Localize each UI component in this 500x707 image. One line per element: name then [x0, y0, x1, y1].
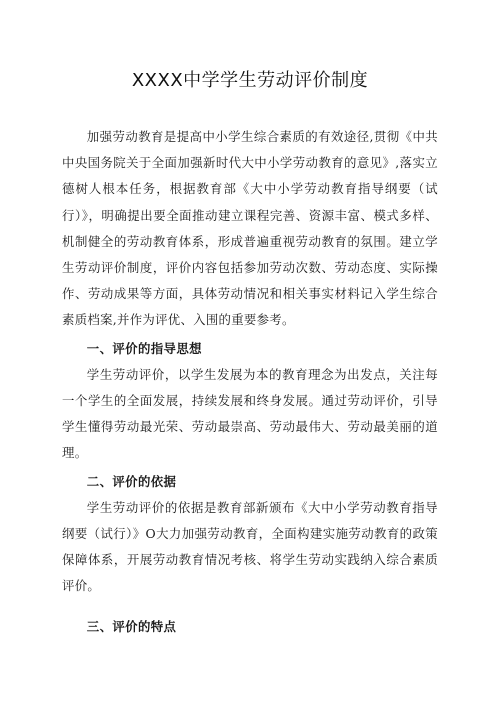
section-heading-guiding-ideology: 一、评价的指导思想	[86, 340, 202, 356]
document-title: XXXX中学学生劳动评价制度	[131, 70, 369, 91]
section-body-basis: 学生劳动评价的依据是教育部新颁布《大中小学劳动教育指导纲要（试行）》O大力加强劳动教育，全面构建实施劳动教育的政策保障体系，开展劳动教育情况考核、将学生劳动实践纳入综合素质评价。	[62, 499, 438, 594]
intro-paragraph: 加强劳动教育是提高中小学生综合素质的有效途径,贯彻《中共中央国务院关于全面加强新时代大中小学劳动教育的意见》,落实立德树人根本任务，根据教育部《大中小学劳动教育指导纲要（试行）》，明确提出要全面推动建立课程完善、资源丰富、模式多样、机制健全的劳动教育体系，形成普遍重视劳动教育的氛围。建立学生劳动评价制度，评价内容包括参加劳动次数、劳动态度、实际操作、劳动成果等方面，具体劳动情况和相关事实材料记入学生综合素质档案,并作为评优、入围的重要参考。	[62, 129, 438, 328]
document-body	[62, 124, 438, 640]
section-heading-characteristics: 三、评价的特点	[86, 618, 177, 634]
section-body-guiding-ideology: 学生劳动评价，以学生发展为本的教育理念为出发点，关注每一个学生的全面发展，持续发展和终身发展。通过劳动评价，引导学生懂得劳动最光荣、劳动最崇高、劳动最伟大、劳动最美丽的道理。	[62, 366, 438, 461]
section-heading-basis: 二、评价的依据	[86, 473, 177, 489]
